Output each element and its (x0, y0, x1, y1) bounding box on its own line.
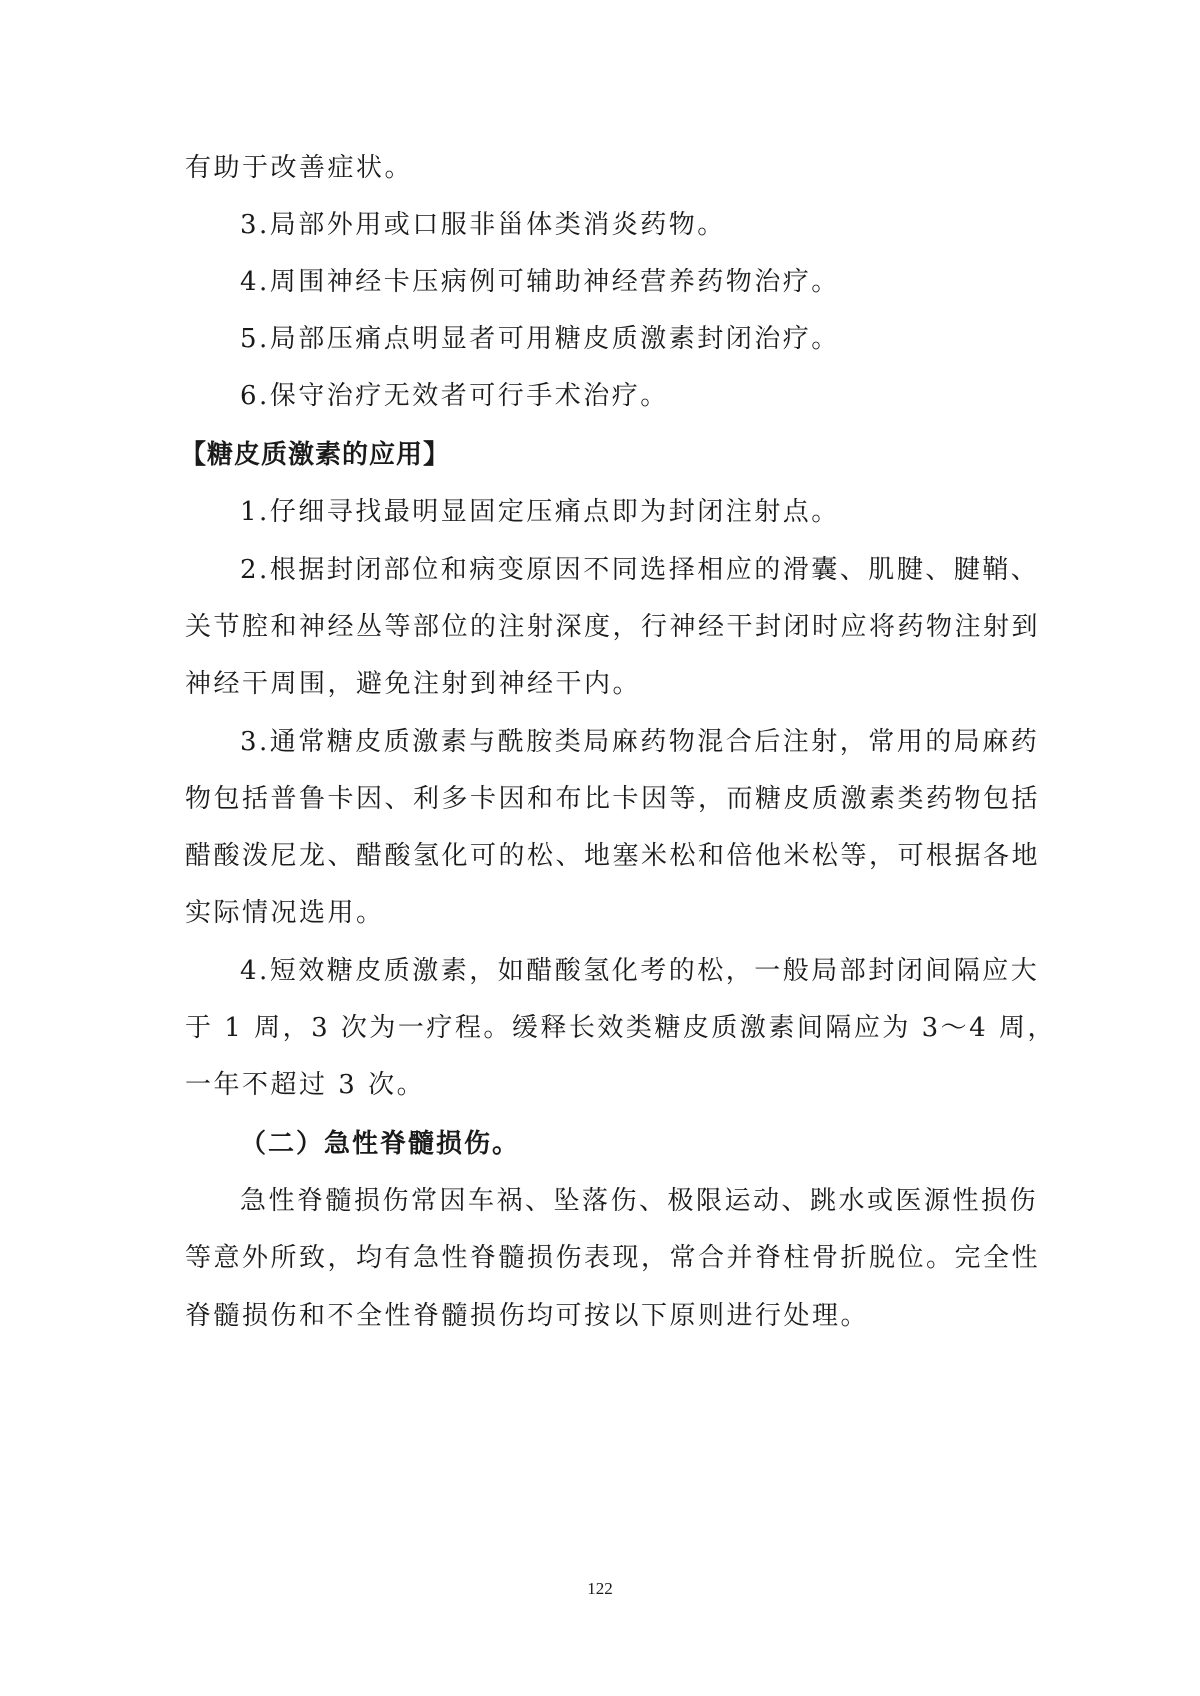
list-item-2: 2.根据封闭部位和病变原因不同选择相应的滑囊、肌腱、腱鞘、 (240, 555, 1040, 585)
page-number: 122 (587, 1579, 613, 1598)
body-text-line: 物包括普鲁卡因、利多卡因和布比卡因等，而糖皮质激素类药物包括 (185, 784, 1041, 814)
paragraph-start: 急性脊髓损伤常因车祸、坠落伤、极限运动、跳水或医源性损伤 (240, 1186, 1039, 1216)
body-text-line: 关节腔和神经丛等部位的注射深度，行神经干封闭时应将药物注射到 (185, 612, 1041, 642)
list-item-1: 1.仔细寻找最明显固定压痛点即为封闭注射点。 (240, 497, 840, 527)
list-item-3: 3.通常糖皮质激素与酰胺类局麻药物混合后注射，常用的局麻药 (240, 727, 1040, 757)
subsection-heading: （二）急性脊髓损伤。 (240, 1129, 521, 1159)
body-text-line: 神经干周围，避免注射到神经干内。 (185, 669, 642, 699)
body-text-line: 于 1 周，3 次为一疗程。缓释长效类糖皮质激素间隔应为 3～4 周， (185, 1013, 1056, 1043)
list-item-4: 4.短效糖皮质激素，如醋酸氢化考的松，一般局部封闭间隔应大 (240, 956, 1040, 986)
body-text-line: 一年不超过 3 次。 (185, 1070, 426, 1100)
body-text-line: 脊髓损伤和不全性脊髓损伤均可按以下原则进行处理。 (185, 1301, 870, 1331)
list-item-5: 5.局部压痛点明显者可用糖皮质激素封闭治疗。 (240, 324, 840, 354)
body-text-line: 有助于改善症状。 (185, 153, 414, 183)
list-item-6: 6.保守治疗无效者可行手术治疗。 (240, 381, 669, 411)
body-text-line: 实际情况选用。 (185, 898, 385, 928)
body-text-line: 醋酸泼尼龙、醋酸氢化可的松、地塞米松和倍他米松等，可根据各地 (185, 841, 1041, 871)
body-text-line: 等意外所致，均有急性脊髓损伤表现，常合并脊柱骨折脱位。完全性 (185, 1243, 1041, 1273)
section-heading: 【糖皮质激素的应用】 (180, 440, 451, 470)
list-item-3: 3.局部外用或口服非甾体类消炎药物。 (240, 210, 726, 240)
list-item-4: 4.周围神经卡压病例可辅助神经营养药物治疗。 (240, 267, 840, 297)
